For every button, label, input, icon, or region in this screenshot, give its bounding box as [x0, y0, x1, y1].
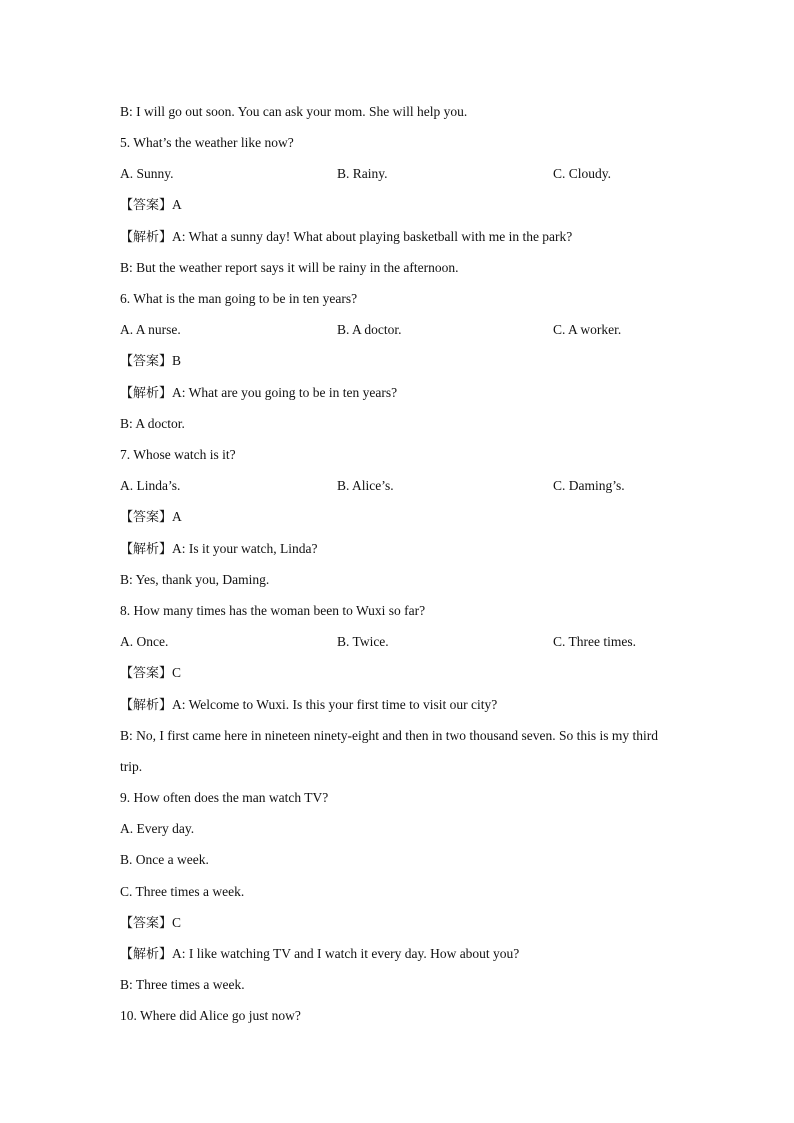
- option-b: B. Alice’s.: [337, 478, 394, 493]
- question-5: 5. What’s the weather like now?: [120, 135, 294, 150]
- option-a: A. A nurse.: [120, 322, 181, 337]
- answer-value: C: [172, 915, 182, 930]
- option-b: B. Rainy.: [337, 166, 388, 181]
- analysis-line: [120, 540, 317, 559]
- option-a: A. Linda’s.: [120, 478, 181, 493]
- analysis-label: 【解析】: [120, 947, 173, 962]
- option-c: C. Three times a week.: [120, 884, 245, 899]
- option-a: A. Every day.: [120, 821, 195, 836]
- option-c: C. Three times.: [553, 634, 636, 649]
- option-a: A. Sunny.: [120, 166, 174, 181]
- analysis-line: [120, 945, 519, 964]
- answer-label: 【答案】: [120, 510, 173, 525]
- dialogue-line-continued: trip.: [120, 759, 143, 774]
- dialogue-line: B: A doctor.: [120, 416, 185, 431]
- analysis-text: A: Welcome to Wuxi. Is this your first time to visit our city?: [172, 697, 498, 712]
- question-6: 6. What is the man going to be in ten years?: [120, 291, 358, 306]
- option-c: C. Cloudy.: [553, 166, 612, 181]
- dialogue-line: B: No, I first came here in nineteen ninety-eight and then in two thousand seven. So this is my third: [120, 728, 659, 743]
- answer-line: [120, 352, 181, 371]
- analysis-text: A: Is it your watch, Linda?: [172, 541, 318, 556]
- option-c: C. A worker.: [553, 322, 622, 337]
- answer-label: 【答案】: [120, 354, 173, 369]
- dialogue-line: B: But the weather report says it will be rainy in the afternoon.: [120, 260, 459, 275]
- analysis-label: 【解析】: [120, 230, 173, 245]
- analysis-text: A: What a sunny day! What about playing basketball with me in the park?: [172, 229, 573, 244]
- answer-line: [120, 196, 182, 215]
- dialogue-line: B: I will go out soon. You can ask your mom. She will help you.: [120, 104, 468, 119]
- answer-value: A: [172, 509, 182, 524]
- dialogue-line: B: Three times a week.: [120, 977, 245, 992]
- answer-value: B: [172, 353, 182, 368]
- option-c: C. Daming’s.: [553, 478, 625, 493]
- dialogue-line: B: Yes, thank you, Daming.: [120, 572, 270, 587]
- answer-label: 【答案】: [120, 666, 173, 681]
- question-7: 7. Whose watch is it?: [120, 447, 236, 462]
- option-b: B. A doctor.: [337, 322, 402, 337]
- question-8: 8. How many times has the woman been to Wuxi so far?: [120, 603, 426, 618]
- analysis-text: A: What are you going to be in ten years?: [172, 385, 398, 400]
- analysis-line: [120, 696, 497, 715]
- question-10: 10. Where did Alice go just now?: [120, 1008, 301, 1023]
- analysis-label: 【解析】: [120, 386, 173, 401]
- analysis-text: A: I like watching TV and I watch it every day. How about you?: [172, 946, 520, 961]
- answer-line: [120, 508, 182, 527]
- question-9: 9. How often does the man watch TV?: [120, 790, 329, 805]
- answer-value: A: [172, 197, 182, 212]
- answer-line: [120, 914, 181, 933]
- analysis-label: 【解析】: [120, 542, 173, 557]
- answer-label: 【答案】: [120, 198, 173, 213]
- option-b: B. Twice.: [337, 634, 389, 649]
- analysis-line: [120, 228, 572, 247]
- analysis-line: [120, 384, 397, 403]
- answer-label: 【答案】: [120, 916, 173, 931]
- analysis-label: 【解析】: [120, 698, 173, 713]
- answer-value: C: [172, 665, 182, 680]
- answer-line: [120, 664, 181, 683]
- option-a: A. Once.: [120, 634, 169, 649]
- option-b: B. Once a week.: [120, 852, 209, 867]
